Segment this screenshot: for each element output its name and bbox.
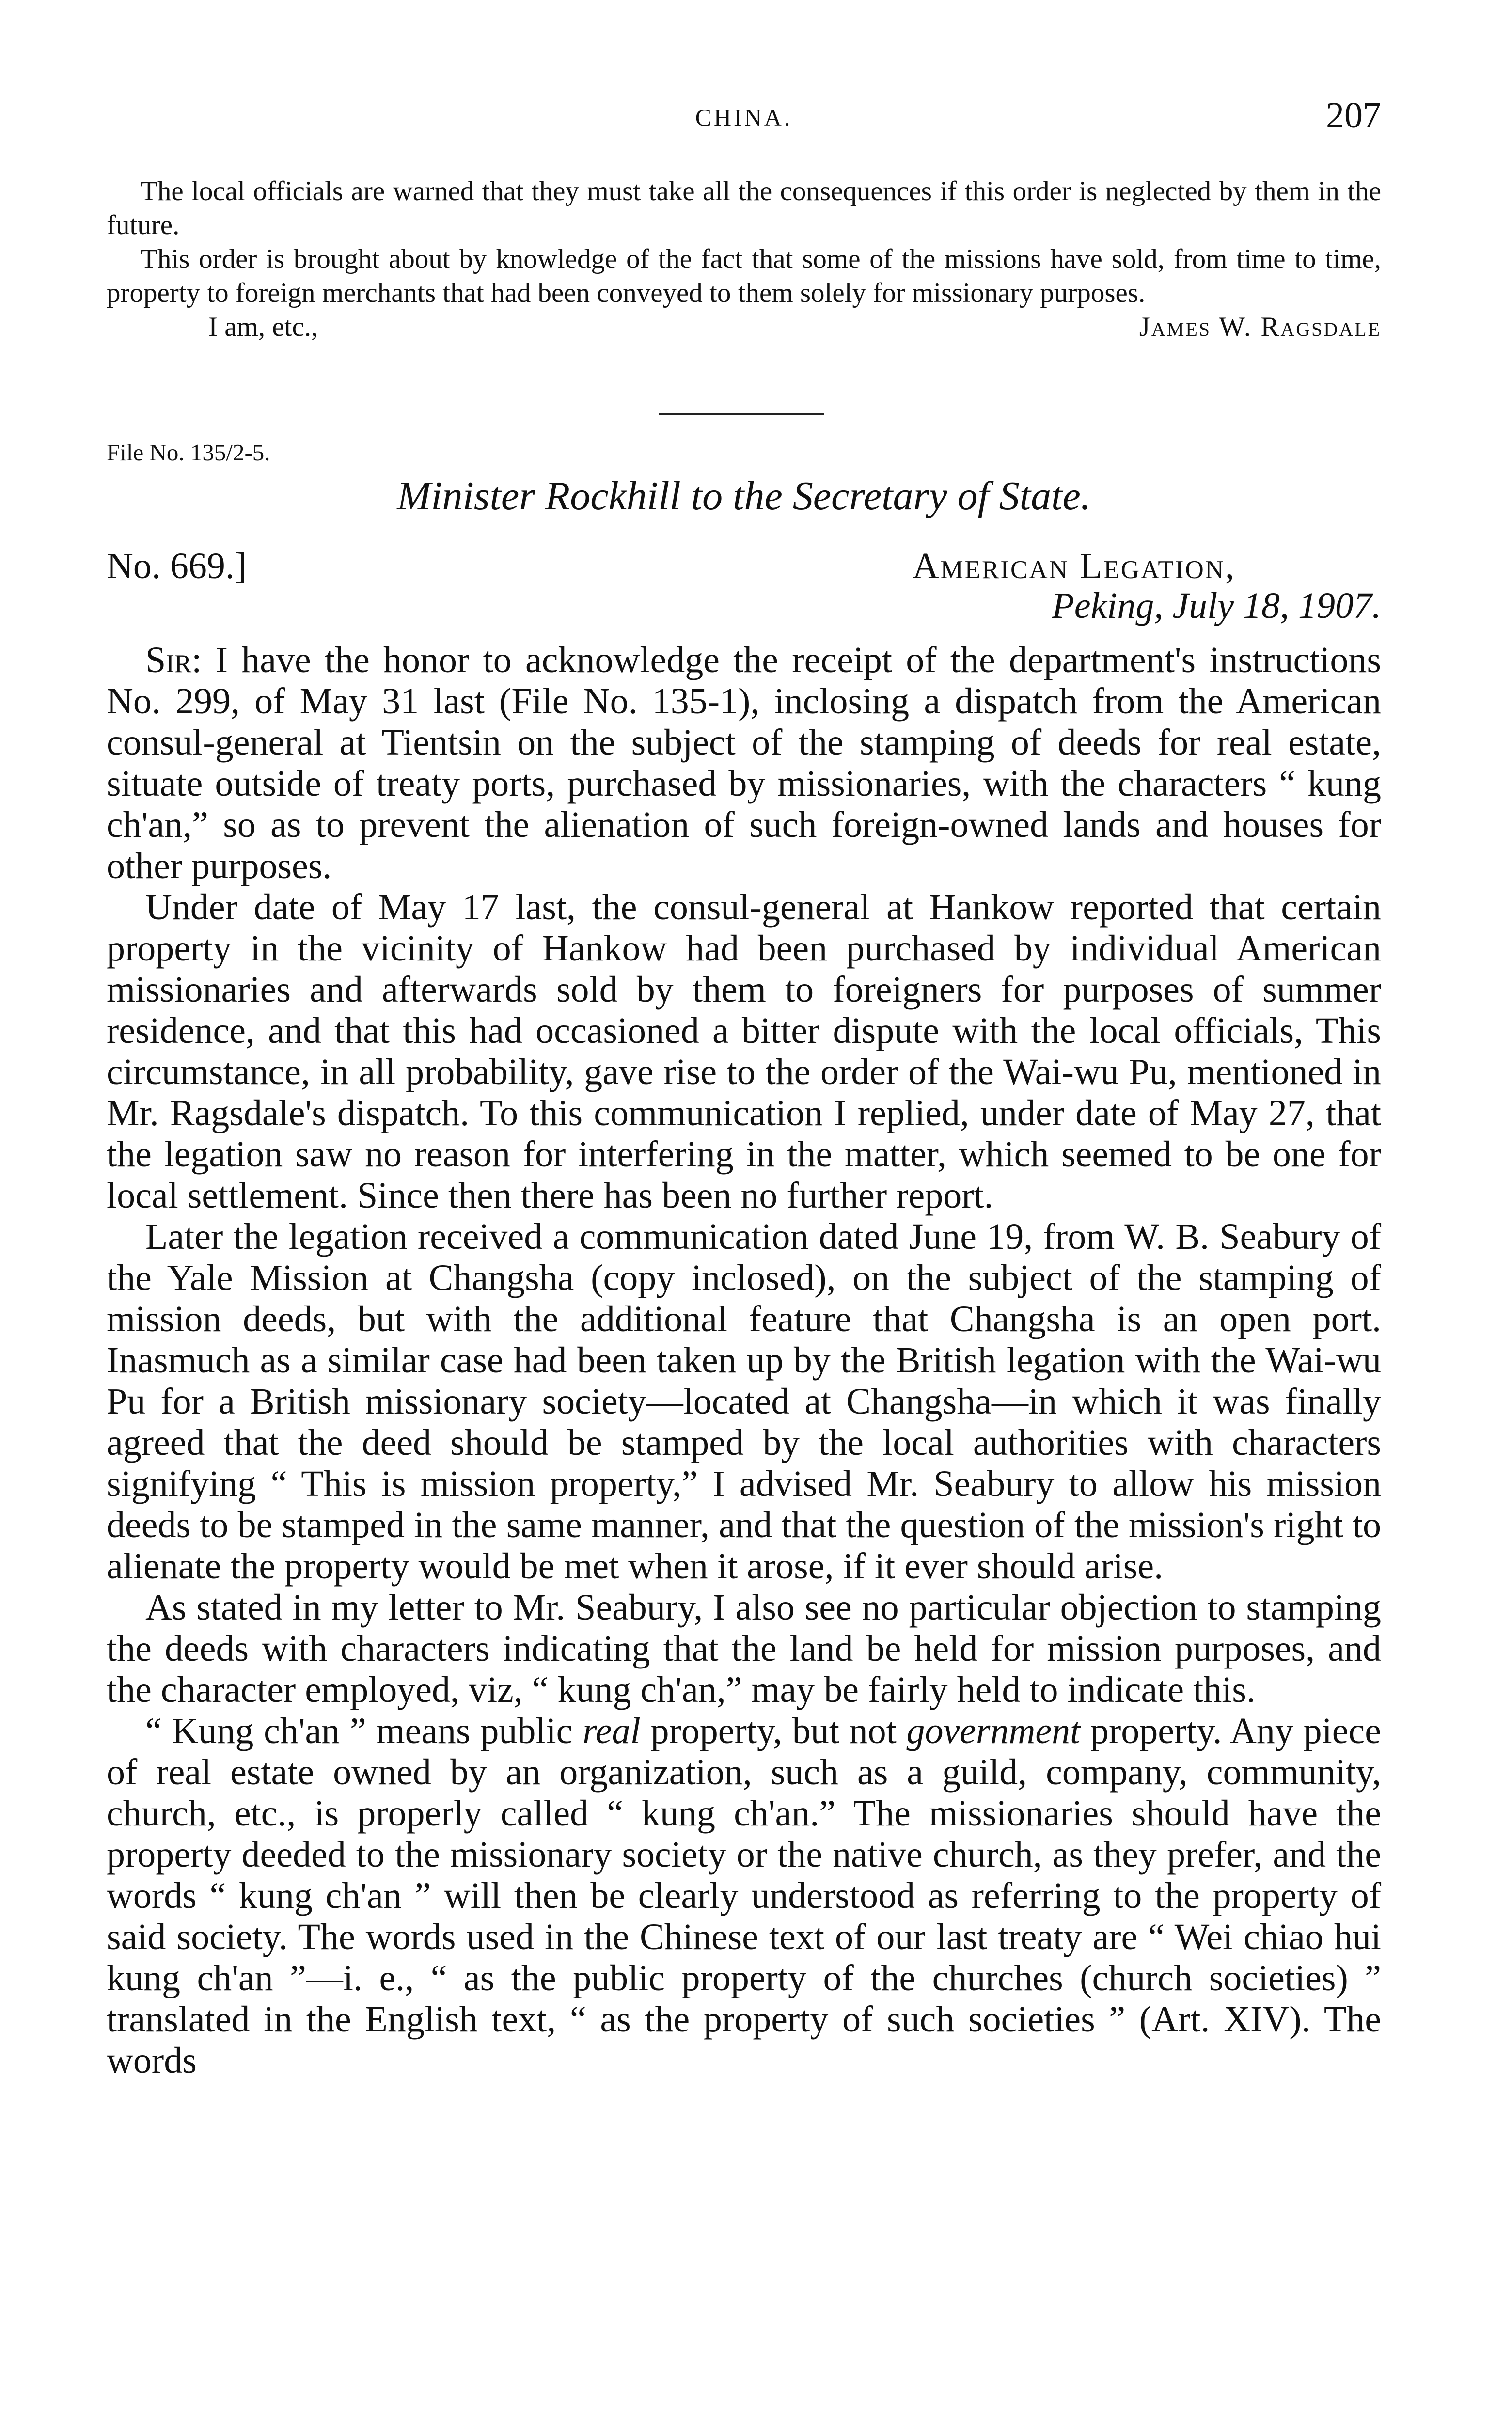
body-paragraph xyxy=(107,640,1381,887)
paragraph-text: property. Any piece of real estate owned by an organization, such as a guild, company, community, church, etc., is properly called “ kung ch'an.” The missionaries should have the property deeded to the missionary society or the native church, as they prefer, and the words “ kung ch'an ” will then be clearly understood as referring to the property of said society. The words used in the Chinese text of our last treaty are “ Wei chiao hui kung ch'an ”—i. e., “ as the public property of the churches (church societies) ” translated in the English text, “ as the property of such societies ” (Art. XIV). The words xyxy=(107,1711,1381,2081)
place-date: Peking, July 18, 1907. xyxy=(1052,585,1381,626)
file-number: File No. 135/2-5. xyxy=(107,439,270,466)
body-paragraph: As stated in my letter to Mr. Seabury, I also see no particular objection to stamping the deeds with characters indicating that the land be held for mission purposes, and the character employed, viz, “ kung ch'an,” may be fairly held to indicate this. xyxy=(107,1587,1381,1710)
paragraph-text: : I have the honor to acknowledge the receipt of the department's instructions No. 299, of May 31 last (File No. 135-1), inclosing a dispatch from the American consul-general at Tientsin on the subject of the stamping of deeds for real estate, situate outside of treaty ports, purchased by missionaries, with the characters “ kung ch'an,” so as to prevent the alienation of such foreign-owned lands and houses for other purposes. xyxy=(107,640,1381,886)
signature: James W. Ragsdale xyxy=(1139,312,1381,342)
letter-title: Minister Rockhill to the Secretary of State. xyxy=(397,473,1091,519)
salutation: Sir xyxy=(145,640,192,680)
dateline xyxy=(107,545,1381,637)
preceding-paragraph: The local officials are warned that they must take all the consequences if this order is neglected by them in the future. xyxy=(107,176,1381,240)
closing-phrase: I am, etc., xyxy=(208,312,318,342)
running-head xyxy=(107,94,1381,138)
legation-name: American Legation, xyxy=(912,546,1236,586)
preceding-letter-text xyxy=(107,174,1381,344)
emphasis-real: real xyxy=(583,1711,641,1751)
running-title: CHINA. xyxy=(695,104,793,131)
emphasis-government: government xyxy=(906,1711,1081,1751)
body-paragraph xyxy=(107,1711,1381,2081)
section-divider xyxy=(659,413,824,415)
body-paragraph: Later the legation received a communication dated June 19, from W. B. Seabury of the Yale Mission at Changsha (copy inclosed), on the subject of the stamping of mission deeds, but with the additional feature that Changsha is an open port. Inasmuch as a similar case had been taken up by the British legation with the Wai-wu Pu for a British missionary society—located at Changsha—in which it was finally agreed that the deed should be stamped by the local authorities with characters signifying “ This is mission property,” I advised Mr. Seabury to allow his mission deeds to be stamped in the same manner, and that the question of the mission's right to alienate the property would be met when it arose, if it ever should arise. xyxy=(107,1216,1381,1587)
paragraph-text: property, but not xyxy=(640,1711,907,1751)
body-paragraph: Under date of May 17 last, the consul-general at Hankow reported that certain property in the vicinity of Hankow had been purchased by individual American missionaries and afterwards sold by them to foreigners for purposes of summer residence, and that this had occasioned a bitter dispute with the local officials, This circumstance, in all probability, gave rise to the order of the Wai-wu Pu, mentioned in Mr. Ragsdale's dispatch. To this communication I replied, under date of May 27, that the legation saw no reason for interfering in the matter, which seemed to be one for local settlement. Since then there has been no further report. xyxy=(107,887,1381,1216)
paragraph-text: “ Kung ch'an ” means public xyxy=(145,1711,583,1751)
page-number: 207 xyxy=(1326,95,1381,136)
preceding-paragraph: This order is brought about by knowledge of the fact that some of the missions have sold, from time to time, property to foreign merchants that had been conveyed to them solely for missionary purposes. xyxy=(107,244,1381,308)
dispatch-number: No. 669.] xyxy=(107,546,247,586)
closing-line xyxy=(107,310,1381,344)
letter-body xyxy=(107,640,1381,2081)
